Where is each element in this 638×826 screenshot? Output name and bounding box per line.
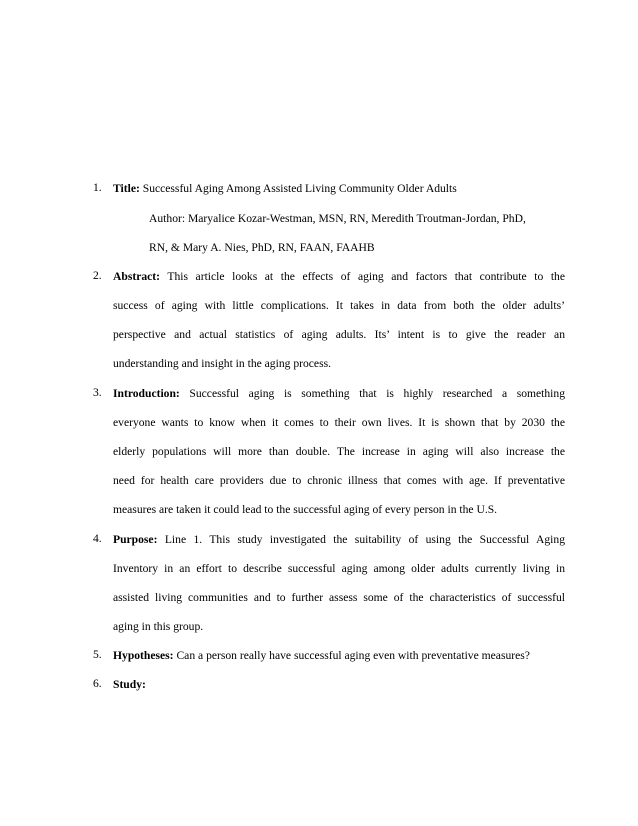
study-line (113, 677, 146, 693)
intro-text-1: Successful aging is something that is highly researched a something (179, 387, 565, 400)
hypotheses-line (113, 648, 530, 664)
abstract-line-4: understanding and insight in the aging process. (113, 357, 331, 370)
intro-heading: Introduction: (113, 387, 180, 400)
abstract-line-3: perspective and actual statistics of aging adults. Its’ intent is to give the reader an (113, 328, 565, 341)
abstract-line-2: success of aging with little complications. It takes in data from both the older adults’ (113, 299, 565, 312)
purpose-line-4: aging in this group. (113, 620, 204, 633)
purpose-line-1 (113, 532, 565, 548)
purpose-line-3: assisted living communities and to further assess some of the characteristics of successful (113, 591, 565, 604)
intro-line-2: everyone wants to know when it comes to their own lives. It is shown that by 2030 the (113, 416, 565, 429)
title-text: Successful Aging Among Assisted Living Community Older Adults (139, 182, 457, 195)
purpose-text-1: Line 1. This study investigated the suitability of using the Successful Aging (157, 533, 565, 546)
intro-line-5: measures are taken it could lead to the successful aging of every person in the U.S. (113, 503, 498, 516)
title-heading: Title: (113, 182, 140, 195)
title-line (113, 181, 457, 197)
item-number: 1. (93, 181, 102, 194)
item-number: 2. (93, 269, 102, 282)
abstract-heading: Abstract: (113, 270, 161, 283)
author-line-1: Author: Maryalice Kozar-Westman, MSN, RN, Meredith Troutman-Jordan, PhD, (149, 212, 526, 225)
hypotheses-text: Can a person really have successful aging even with preventative measures? (173, 649, 530, 662)
intro-line-3: elderly populations will more than double. The increase in aging will also increase the (113, 445, 565, 458)
abstract-line-1 (113, 269, 565, 285)
purpose-heading: Purpose: (113, 533, 158, 546)
hypotheses-heading: Hypotheses: (113, 649, 174, 662)
abstract-text-1: This article looks at the effects of aging and factors that contribute to the (160, 270, 565, 283)
item-number: 6. (93, 677, 102, 690)
item-number: 3. (93, 386, 102, 399)
study-heading: Study: (113, 678, 146, 691)
item-number: 4. (93, 532, 102, 545)
author-line-2: RN, & Mary A. Nies, PhD, RN, FAAN, FAAHB (149, 241, 375, 254)
purpose-line-2: Inventory in an effort to describe successful aging among older adults currently living in (113, 562, 565, 575)
intro-line-4: need for health care providers due to chronic illness that comes with age. If preventative (113, 474, 565, 487)
intro-line-1 (113, 386, 565, 402)
item-number: 5. (93, 648, 102, 661)
